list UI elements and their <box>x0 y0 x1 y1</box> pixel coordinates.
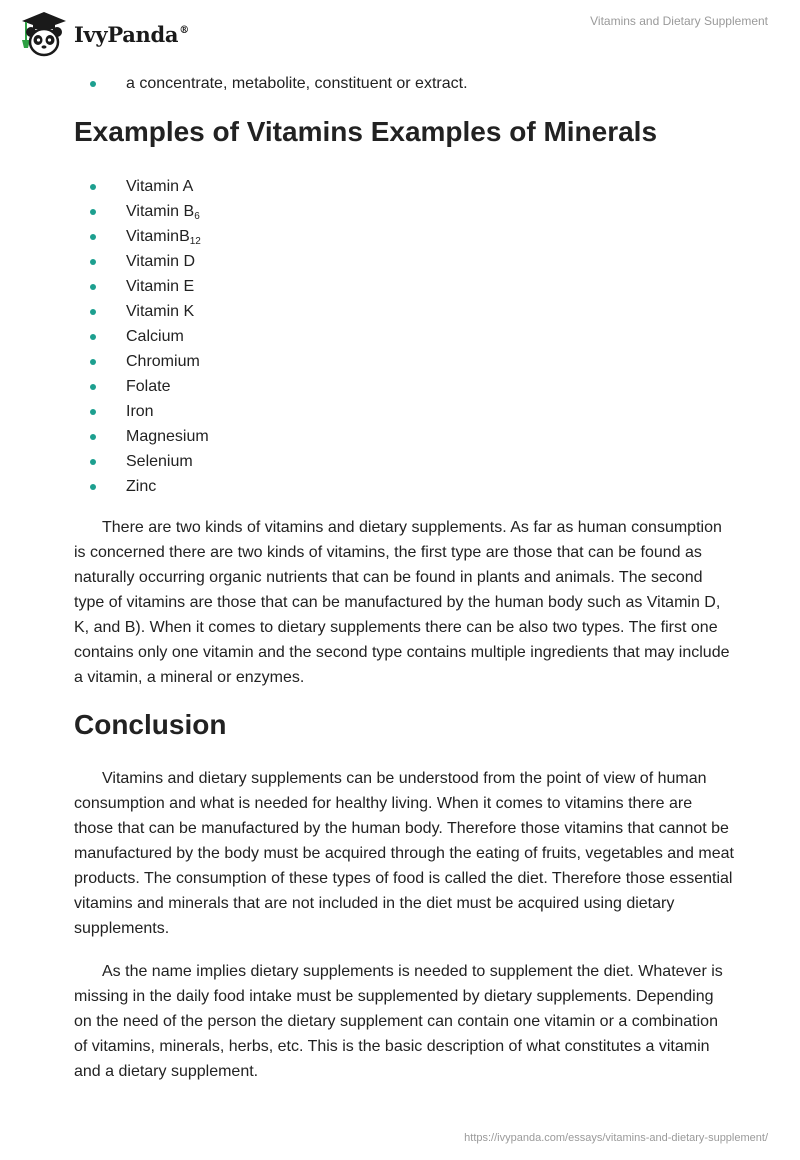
list-item <box>74 374 209 399</box>
list-item <box>74 399 209 424</box>
list-item-text: Calcium <box>126 328 184 345</box>
list-item-text: Folate <box>126 378 171 395</box>
conclusion-heading: Conclusion <box>74 709 227 740</box>
list-item-text: Chromium <box>126 353 200 370</box>
list-item <box>74 349 209 374</box>
document-title: Vitamins and Dietary Supplement <box>590 14 768 28</box>
list-item-text: Vitamin B <box>126 203 195 220</box>
list-item-text: Iron <box>126 403 154 420</box>
list-item <box>74 474 209 499</box>
list-item <box>74 199 209 224</box>
ivypanda-logo[interactable] <box>14 10 194 58</box>
list-item-text: Vitamin K <box>126 303 195 320</box>
examples-heading: Examples of Vitamins Examples of Minerals <box>74 116 658 147</box>
list-item-text: Vitamin A <box>126 178 194 195</box>
subscript: 12 <box>189 236 201 247</box>
list-item-text: Zinc <box>126 478 157 495</box>
source-url-link[interactable]: https://ivypanda.com/essays/vitamins-and-dietary-supplement/ <box>464 1132 768 1144</box>
list-item-text: Magnesium <box>126 428 209 445</box>
list-item-text: Vitamin D <box>126 253 196 270</box>
panda-graduate-icon <box>14 10 74 58</box>
intro-bullet-list <box>0 71 468 96</box>
list-item-text: VitaminB <box>126 228 190 245</box>
list-item <box>74 449 209 474</box>
list-item: a concentrate, metabolite, constituent or extract. <box>74 71 468 96</box>
list-item <box>74 249 209 274</box>
examples-list <box>0 174 209 499</box>
subscript: 6 <box>194 211 200 222</box>
conclusion-paragraph-2: As the name implies dietary supplements is needed to supplement the diet. Whatever is missing in the daily food intake must be supplemented by dietary supplements. Depending on the need of the person the dietary supplement can contain one vitamin or a combination of vitamins, minerals, herbs, etc. This is the basic description of what constitutes a vitamin and a dietary supplement. <box>74 963 723 1080</box>
list-item <box>74 424 209 449</box>
page-header <box>0 0 800 70</box>
list-item <box>74 174 209 199</box>
logo-wordmark: IvyPanda® <box>74 21 189 47</box>
list-item <box>74 324 209 349</box>
list-item <box>74 274 209 299</box>
list-item-text: Vitamin E <box>126 278 195 295</box>
list-item <box>74 224 209 249</box>
registered-mark: ® <box>179 24 189 36</box>
conclusion-paragraph-1: Vitamins and dietary supplements can be understood from the point of view of human consumption and what is needed for healthy living. When it comes to vitamins there are those that can be manufactured by the human body. Therefore those vitamins that cannot be manufactured by the body must be acquired through the eating of fruits, vegetables and meat products. The consumption of these types of food is called the diet. Therefore those essential vitamins and minerals that are not included in the diet must be acquired using dietary supplements. <box>74 770 734 937</box>
body-paragraph: There are two kinds of vitamins and dietary supplements. As far as human consumption is concerned there are two kinds of vitamins, the first type are those that can be found as naturally occurring organic nutrients that can be found in plants and animals. The second type of vitamins are those that can be manufactured by the human body such as Vitamin D, K, and B). When it comes to dietary supplements there can be also two types. The first one contains only one vitamin and the second type contains multiple ingredients that may include a vitamin, a mineral or enzymes. <box>74 519 730 686</box>
list-item <box>74 299 209 324</box>
list-item-text: Selenium <box>126 453 193 470</box>
